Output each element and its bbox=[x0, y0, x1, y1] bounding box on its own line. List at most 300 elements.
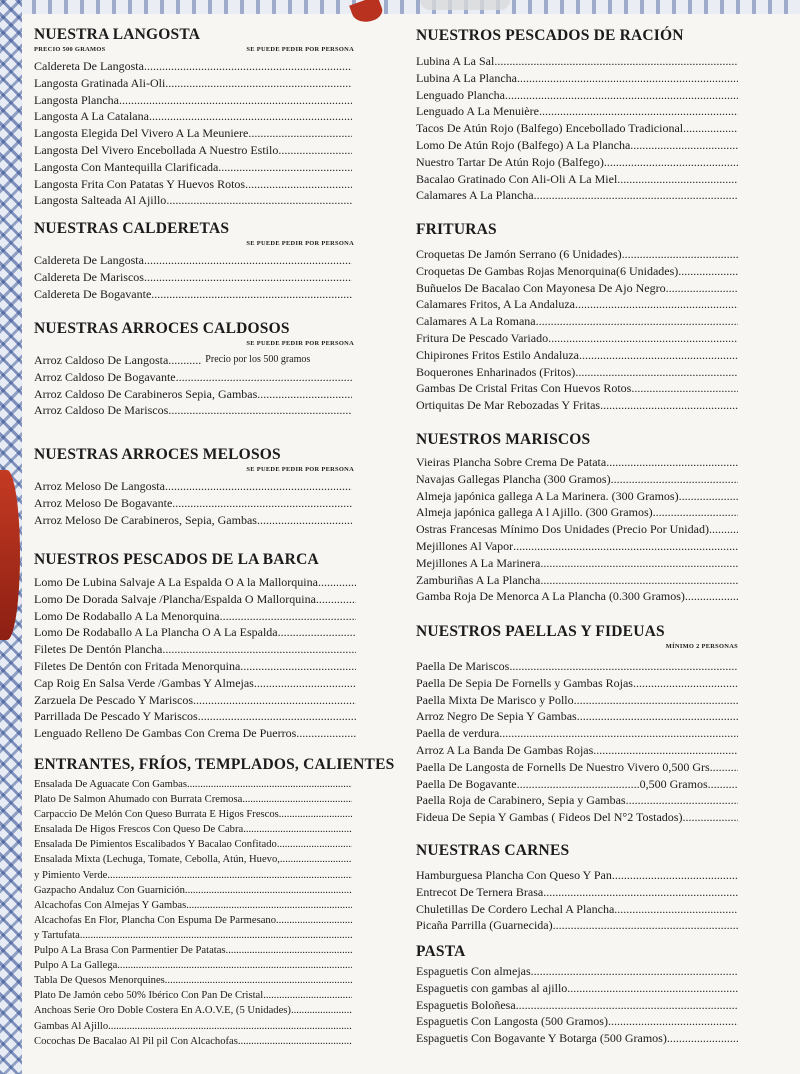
section-carnes bbox=[416, 842, 738, 934]
item-name: Alcachofas Con Almejas Y Gambas bbox=[34, 899, 187, 911]
dot-leader bbox=[198, 708, 356, 725]
dot-leader bbox=[321, 574, 356, 591]
dot-leader bbox=[703, 809, 738, 826]
dot-leader bbox=[534, 187, 738, 204]
item-name: Caldereta De Langosta bbox=[34, 59, 144, 73]
price-note: PRECIO 500 GRAMOS bbox=[34, 46, 106, 53]
dot-leader bbox=[633, 675, 738, 692]
item-name: Caldereta De Langosta. bbox=[34, 253, 147, 267]
menu-item bbox=[34, 286, 352, 303]
item-name: Lomo De Dorada Salvaje /Plancha/Espalda O Mallorquina.. bbox=[34, 591, 322, 606]
menu-item bbox=[416, 792, 738, 809]
item-name: Lubina A La Sal bbox=[416, 54, 495, 68]
minimum-note: MÍNIMO 2 PERSONAS bbox=[665, 643, 738, 650]
menu-item bbox=[34, 75, 352, 92]
item-name: Fritura De Pescado Variado bbox=[416, 330, 549, 345]
item-name: Mejillones Al Vapor bbox=[416, 538, 514, 553]
dot-leader bbox=[245, 176, 352, 193]
dot-leader bbox=[575, 364, 738, 381]
menu-item bbox=[34, 883, 352, 898]
menu-item bbox=[34, 725, 356, 742]
section-title: FRITURAS bbox=[416, 221, 497, 238]
tile-border-top bbox=[0, 0, 800, 14]
section-subtitle bbox=[416, 642, 738, 652]
dot-leader bbox=[165, 973, 352, 988]
section-melosos bbox=[34, 446, 394, 528]
dot-leader bbox=[536, 313, 738, 330]
item-name: Pulpo A La Gallega bbox=[34, 960, 118, 972]
item-name: Lenguado Plancha bbox=[416, 87, 505, 102]
section-pasta bbox=[416, 943, 738, 1047]
menu-item bbox=[416, 70, 738, 87]
section-caldosos bbox=[34, 320, 394, 419]
item-list bbox=[416, 658, 738, 826]
menu-item bbox=[34, 868, 352, 883]
menu-item bbox=[34, 624, 356, 641]
menu-item bbox=[416, 759, 738, 776]
dot-leader bbox=[242, 792, 352, 807]
section-mariscos bbox=[416, 431, 738, 605]
dot-leader bbox=[631, 380, 738, 397]
menu-item bbox=[34, 658, 356, 675]
item-name: Espaguetis con gambas al ajillo bbox=[416, 980, 568, 995]
section-langosta bbox=[34, 26, 394, 209]
dot-leader bbox=[165, 478, 352, 495]
menu-item bbox=[416, 675, 738, 692]
menu-item bbox=[416, 588, 738, 605]
section-title: PASTA bbox=[416, 943, 466, 960]
item-name: Parrillada De Pescado Y Mariscos bbox=[34, 709, 198, 724]
item-name: Ensalada De Aguacate Con Gambas bbox=[34, 779, 187, 790]
section-title: NUESTRAS CARNES bbox=[416, 842, 570, 859]
menu-item bbox=[34, 369, 352, 386]
dot-leader bbox=[147, 252, 352, 269]
item-name: Zarzuela De Pescado Y Mariscos bbox=[34, 692, 194, 707]
menu-item bbox=[416, 347, 738, 364]
item-name: Nuestro Tartar De Atún Rojo (Balfego) bbox=[416, 154, 604, 169]
dot-leader bbox=[193, 692, 356, 709]
dot-leader bbox=[617, 171, 738, 188]
section-racion bbox=[416, 27, 738, 204]
menu-item bbox=[34, 478, 352, 495]
dot-leader bbox=[151, 286, 352, 303]
section-subtitle bbox=[34, 45, 354, 55]
item-name: Espaguetis Con almejas bbox=[416, 964, 531, 978]
menu-item bbox=[34, 641, 356, 658]
dot-leader bbox=[186, 898, 352, 913]
item-name: Espaguetis Boloñesa bbox=[416, 997, 516, 1012]
menu-item bbox=[34, 1003, 352, 1018]
menu-item bbox=[34, 852, 352, 867]
dot-leader bbox=[516, 997, 738, 1014]
item-name: Gamba Roja De Menorca A La Plancha (0.300 Gramos)..... bbox=[416, 589, 700, 604]
dot-leader bbox=[248, 125, 352, 142]
dot-leader bbox=[220, 608, 356, 625]
item-list bbox=[34, 352, 352, 419]
menu-item bbox=[34, 692, 356, 709]
dot-leader bbox=[577, 708, 738, 725]
dot-leader bbox=[593, 742, 738, 759]
item-name: Almeja japónica gallega A La Marinera. (300 Gramos) bbox=[416, 488, 679, 503]
item-name: Plato De Jamón cebo 50% Ibérico Con Pan De Cristal bbox=[34, 990, 264, 1002]
dot-leader bbox=[548, 330, 738, 347]
item-name: Arroz A La Banda De Gambas Rojas bbox=[416, 742, 594, 757]
item-name: Gambas Al Ajillo bbox=[34, 1020, 109, 1032]
item-list bbox=[34, 252, 352, 302]
item-name: Mejillones A La Marinera bbox=[416, 555, 541, 570]
item-name: Chipirones Fritos Estilo Andaluza bbox=[416, 347, 579, 362]
item-list bbox=[416, 53, 738, 204]
menu-item bbox=[34, 988, 352, 1003]
dot-leader bbox=[622, 246, 738, 263]
menu-item bbox=[416, 504, 738, 521]
section-title: ENTRANTES, FRÍOS, TEMPLADOS, CALIENTES bbox=[34, 756, 395, 773]
menu-item bbox=[416, 280, 738, 297]
dot-leader bbox=[187, 777, 352, 792]
dot-leader bbox=[166, 192, 352, 209]
dot-leader bbox=[579, 347, 738, 364]
item-name: Paella Mixta De Marisco y Pollo bbox=[416, 692, 574, 707]
dot-leader bbox=[709, 521, 738, 538]
menu-item bbox=[34, 675, 356, 692]
menu-item bbox=[416, 171, 738, 188]
item-name: Almeja japónica gallega A l Ajillo. (300 Gramos) bbox=[416, 505, 653, 520]
dot-leader bbox=[574, 692, 738, 709]
dot-leader bbox=[149, 108, 352, 125]
item-name: Langosta Gratinada Ali-Oli bbox=[34, 75, 166, 90]
dot-leader bbox=[630, 137, 738, 154]
menu-item bbox=[34, 898, 352, 913]
item-list bbox=[34, 777, 352, 1049]
item-name: Langosta Plancha bbox=[34, 92, 119, 107]
dot-leader bbox=[678, 263, 738, 280]
dot-leader bbox=[713, 759, 738, 776]
item-name: Filetes De Dentón con Fritada Menorquina bbox=[34, 658, 241, 673]
item-list bbox=[34, 58, 352, 209]
menu-item bbox=[416, 397, 738, 414]
menu-item bbox=[416, 963, 738, 980]
menu-item bbox=[416, 313, 738, 330]
menu-item bbox=[416, 263, 738, 280]
menu-item bbox=[416, 53, 738, 70]
menu-item bbox=[416, 296, 738, 313]
dot-leader bbox=[280, 852, 352, 867]
item-name: Hamburguesa Plancha Con Queso Y Pan bbox=[416, 868, 612, 882]
dot-leader bbox=[117, 958, 352, 973]
dot-leader bbox=[254, 675, 356, 692]
dot-leader bbox=[539, 103, 738, 120]
item-list bbox=[34, 478, 352, 528]
section-frituras bbox=[416, 221, 738, 414]
menu-item bbox=[34, 958, 352, 973]
menu-item bbox=[34, 176, 352, 193]
menu-item bbox=[34, 92, 352, 109]
dot-leader bbox=[240, 658, 356, 675]
menu-item bbox=[34, 495, 352, 512]
section-subtitle bbox=[34, 339, 354, 349]
dot-leader bbox=[243, 822, 352, 837]
item-name: Lubina A La Plancha bbox=[416, 70, 517, 85]
dot-leader bbox=[612, 867, 738, 884]
dot-leader bbox=[107, 868, 352, 883]
item-name: Espaguetis Con Langosta (500 Gramos) bbox=[416, 1014, 608, 1029]
section-title: NUESTROS PESCADOS DE RACIÓN bbox=[416, 27, 684, 44]
dot-leader bbox=[278, 142, 352, 159]
item-name: Caldereta De Mariscos bbox=[34, 269, 144, 284]
menu-item bbox=[416, 330, 738, 347]
dot-leader bbox=[276, 913, 352, 928]
item-name: y Pimiento Verde bbox=[34, 869, 108, 881]
dot-leader bbox=[218, 159, 352, 176]
item-name: Paella De Mariscos bbox=[416, 659, 510, 673]
item-name: Gambas De Cristal Fritas Con Huevos Rotos bbox=[416, 381, 632, 396]
menu-item bbox=[34, 1034, 352, 1049]
dot-leader bbox=[185, 883, 352, 898]
item-name: Chuletillas De Cordero Lechal A Plancha bbox=[416, 901, 615, 916]
item-name: Langosta Elegida Del Vivero A La Meuniere bbox=[34, 126, 249, 141]
dot-leader bbox=[626, 792, 738, 809]
section-paellas bbox=[416, 623, 738, 826]
item-name: Arroz Negro De Sepia Y Gambas bbox=[416, 709, 577, 724]
section-subtitle bbox=[34, 239, 354, 249]
menu-item bbox=[416, 1013, 738, 1030]
item-name: Cocochas De Bacalao Al Pil pil Con Alcachofas bbox=[34, 1035, 238, 1047]
menu-item bbox=[34, 928, 352, 943]
dot-leader bbox=[176, 369, 352, 386]
dot-leader bbox=[226, 943, 352, 958]
item-name: Espaguetis Con Bogavante Y Botarga (500 Gramos)........... bbox=[416, 1031, 700, 1046]
item-name: Paella de verdura bbox=[416, 726, 500, 741]
menu-item bbox=[34, 973, 352, 988]
dot-leader bbox=[291, 1003, 352, 1018]
section-subtitle bbox=[34, 465, 354, 475]
menu-item bbox=[34, 591, 356, 608]
menu-item bbox=[416, 725, 738, 742]
section-barca bbox=[34, 551, 394, 742]
item-name: Anchoas Serie Oro Doble Costera En A.O.V.E, (5 Unidades) bbox=[34, 1005, 291, 1017]
item-name: Fideua De Sepia Y Gambas ( Fideos Del N°2 Tostados)....... bbox=[416, 810, 704, 825]
menu-item bbox=[416, 187, 738, 204]
item-name: Tabla De Quesos Menorquines bbox=[34, 975, 165, 987]
item-name: Picaña Parrilla (Guarnecida) bbox=[416, 918, 553, 933]
item-name: Ostras Francesas Mínimo Dos Unidades (Precio Por Unidad) bbox=[416, 522, 709, 537]
item-name: Lomo De Rodaballo A La Menorquina bbox=[34, 608, 220, 623]
menu-item bbox=[416, 980, 738, 997]
menu-item bbox=[416, 997, 738, 1014]
item-name: Entrecot De Ternera Brasa bbox=[416, 884, 544, 899]
menu-item bbox=[416, 867, 738, 884]
dot-leader bbox=[322, 591, 356, 608]
dot-leader bbox=[540, 572, 738, 589]
menu-item bbox=[416, 137, 738, 154]
dot-leader bbox=[509, 658, 738, 675]
menu-item bbox=[416, 471, 738, 488]
item-name: Carpaccio De Melón Con Queso Burrata E Higos Frescos bbox=[34, 809, 279, 821]
menu-item bbox=[416, 246, 738, 263]
dot-leader bbox=[494, 53, 738, 70]
dot-leader bbox=[263, 988, 352, 1003]
dot-leader bbox=[279, 807, 352, 822]
item-name: Lenguado A La Menuière bbox=[416, 104, 539, 119]
menu-item bbox=[34, 837, 352, 852]
item-name: Langosta Frita Con Patatas Y Huevos Rotos bbox=[34, 176, 246, 191]
dot-leader bbox=[238, 1034, 352, 1049]
dot-leader bbox=[683, 120, 738, 137]
dot-leader bbox=[165, 75, 352, 92]
dot-leader bbox=[119, 92, 352, 109]
per-person-note: SE PUEDE PEDIR POR PERSONA bbox=[246, 46, 354, 53]
dot-leader bbox=[513, 538, 738, 555]
item-name: Arroz Meloso De Langosta bbox=[34, 479, 165, 493]
item-name: Paella Roja de Carabinero, Sepia y Gambas bbox=[416, 793, 626, 808]
lobster-claw-decoration bbox=[349, 0, 385, 26]
section-title: NUESTRAS ARROCES CALDOSOS bbox=[34, 320, 290, 337]
dot-leader bbox=[604, 154, 738, 171]
item-name: Lomo De Atún Rojo (Balfego) A La Plancha bbox=[416, 137, 631, 152]
menu-item bbox=[416, 776, 738, 793]
item-list bbox=[416, 963, 738, 1047]
item-name: Langosta Con Mantequilla Clarificada bbox=[34, 159, 219, 174]
dot-leader bbox=[540, 555, 738, 572]
item-name: Zamburiñas A La Plancha bbox=[416, 572, 541, 587]
menu-item bbox=[34, 252, 352, 269]
item-name: Calamares A La Plancha bbox=[416, 188, 534, 203]
dot-leader bbox=[606, 454, 738, 471]
item-name: Lomo De Lubina Salvaje A La Espalda O A la Mallorquina. bbox=[34, 575, 321, 589]
dot-leader bbox=[257, 386, 352, 403]
menu-item bbox=[416, 572, 738, 589]
dot-leader bbox=[314, 725, 356, 742]
dot-leader bbox=[700, 1030, 738, 1047]
item-name: Navajas Gallegas Plancha (300 Gramos) bbox=[416, 471, 611, 486]
menu-item bbox=[34, 125, 352, 142]
dot-leader bbox=[600, 397, 738, 414]
item-name: Alcachofas En Flor, Plancha Con Espuma De Parmesano bbox=[34, 914, 276, 926]
dot-leader bbox=[144, 58, 352, 75]
item-name: Bacalao Gratinado Con Ali-Oli A La Miel bbox=[416, 171, 618, 186]
menu-item bbox=[416, 120, 738, 137]
menu-item bbox=[416, 809, 738, 826]
menu-item bbox=[34, 943, 352, 958]
item-name: Ensalada De Pimientos Escalibados Y Bacalao Confitado bbox=[34, 839, 277, 851]
menu-item bbox=[34, 352, 352, 369]
section-title: NUESTROS PAELLAS Y FIDEUAS bbox=[416, 623, 665, 640]
item-name: Plato De Salmon Ahumado con Burrata Cremosa bbox=[34, 794, 243, 806]
item-name: Tacos De Atún Rojo (Balfego) Encebollado Tradicional bbox=[416, 121, 684, 136]
item-name: Pulpo A La Brasa Con Parmentier De Patatas bbox=[34, 945, 226, 957]
menu-item bbox=[416, 380, 738, 397]
per-person-note: SE PUEDE PEDIR POR PERSONA bbox=[246, 240, 354, 247]
paper-decoration bbox=[420, 0, 510, 10]
menu-item bbox=[34, 402, 352, 419]
menu-item bbox=[34, 142, 352, 159]
menu-item bbox=[416, 742, 738, 759]
menu-item bbox=[34, 574, 356, 591]
menu-item bbox=[34, 269, 352, 286]
dot-leader bbox=[611, 471, 738, 488]
item-name: Calamares Fritos, A La Andaluza bbox=[416, 297, 575, 312]
menu-item bbox=[416, 658, 738, 675]
item-name: Langosta Salteada Al Ajillo bbox=[34, 193, 167, 208]
dot-leader bbox=[108, 1019, 352, 1034]
section-title: NUESTRA LANGOSTA bbox=[34, 26, 201, 43]
item-name: Langosta A La Catalana bbox=[34, 109, 149, 124]
item-name: Lenguado Relleno De Gambas Con Crema De Puerros...... bbox=[34, 726, 315, 741]
dot-leader bbox=[553, 917, 738, 934]
menu-item bbox=[416, 538, 738, 555]
menu-item bbox=[416, 708, 738, 725]
item-name: Boquerones Enharinados (Fritos) bbox=[416, 364, 576, 379]
item-name: Lomo De Rodaballo A La Plancha O A La Espalda bbox=[34, 625, 278, 640]
dot-leader bbox=[172, 495, 352, 512]
dot-leader bbox=[608, 1013, 738, 1030]
item-list-rest bbox=[34, 369, 352, 419]
menu-item bbox=[416, 1030, 738, 1047]
dot-leader bbox=[517, 70, 738, 87]
item-name: Arroz Caldoso De Langosta bbox=[34, 353, 169, 367]
dot-leader bbox=[144, 269, 352, 286]
item-name: Arroz Caldoso De Bogavante bbox=[34, 369, 176, 384]
menu-item bbox=[34, 159, 352, 176]
menu-item bbox=[34, 807, 352, 822]
dot-leader bbox=[653, 504, 738, 521]
section-title: NUESTRAS ARROCES MELOSOS bbox=[34, 446, 281, 463]
item-name: Gazpacho Andaluz Con Guarnición bbox=[34, 884, 185, 896]
dot-leader bbox=[80, 928, 352, 943]
dot-leader bbox=[700, 588, 738, 605]
section-title: NUESTRAS CALDERETAS bbox=[34, 220, 230, 237]
menu-item bbox=[416, 692, 738, 709]
per-person-note: SE PUEDE PEDIR POR PERSONA bbox=[246, 340, 354, 347]
item-list bbox=[416, 454, 738, 605]
menu-item bbox=[416, 917, 738, 934]
item-name: Cap Roig En Salsa Verde /Gambas Y Almejas bbox=[34, 675, 254, 690]
menu-item bbox=[416, 364, 738, 381]
menu-item bbox=[34, 192, 352, 209]
dot-leader bbox=[168, 402, 352, 419]
item-name: Ortiquitas De Mar Rebozadas Y Fritas bbox=[416, 398, 601, 413]
section-entrantes bbox=[34, 756, 394, 1049]
menu-item bbox=[416, 901, 738, 918]
item-name: Ensalada De Higos Frescos Con Queso De Cabra bbox=[34, 824, 244, 836]
menu-item bbox=[416, 454, 738, 471]
item-name: Calamares A La Romana bbox=[416, 314, 536, 329]
dot-leader bbox=[499, 725, 738, 742]
item-leader: ........... bbox=[168, 353, 202, 367]
item-name: Langosta Del Vivero Encebollada A Nuestro Estilo bbox=[34, 142, 279, 157]
item-name: Buñuelos De Bacalao Con Mayonesa De Ajo Negro bbox=[416, 280, 666, 295]
dot-leader bbox=[162, 641, 356, 658]
dot-leader bbox=[278, 624, 356, 641]
dot-leader bbox=[257, 512, 352, 529]
menu-item bbox=[34, 608, 356, 625]
item-name: Paella De Bogavante.........................................0,500 Gramos. bbox=[416, 776, 711, 791]
dot-leader bbox=[679, 488, 738, 505]
per-person-note: SE PUEDE PEDIR POR PERSONA bbox=[246, 466, 354, 473]
item-name: Ensalada Mixta (Lechuga, Tomate, Cebolla, Atún, Huevo, bbox=[34, 854, 280, 866]
menu-item bbox=[416, 103, 738, 120]
dot-leader bbox=[531, 963, 738, 980]
section-title: NUESTROS MARISCOS bbox=[416, 431, 591, 448]
item-name: Arroz Caldoso De Mariscos bbox=[34, 403, 169, 418]
dot-leader bbox=[666, 280, 738, 297]
menu-item bbox=[34, 1019, 352, 1034]
item-name: Arroz Meloso De Carabineros, Sepia, Gambas bbox=[34, 512, 257, 527]
menu-item bbox=[416, 87, 738, 104]
item-name: Filetes De Dentón Plancha bbox=[34, 642, 163, 657]
menu-item bbox=[34, 913, 352, 928]
dot-leader bbox=[575, 296, 738, 313]
